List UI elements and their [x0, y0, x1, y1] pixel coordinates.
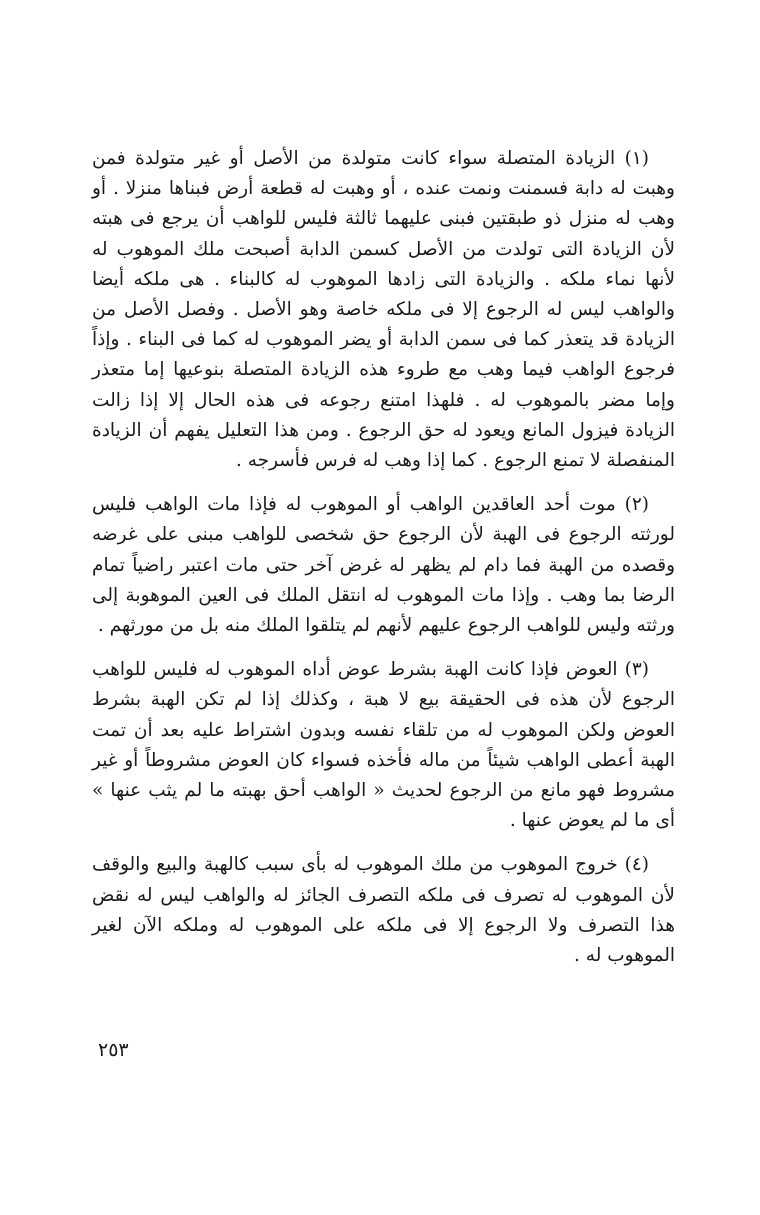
paragraph-2: (٢) موت أحد العاقدين الواهب أو الموهوب له فإذا مات الواهب فليس لورثته الرجوع فى الهبة لأن الرجوع حق شخصى للواهب مبنى على غرضه وقصده من الهبة فما دام لم يظهر له غرض آخر حتى مات اعتبر راضياً تمام الرضا بما وهب . وإذا مات الموهوب له انتقل الملك فى العين الموهوبة إلى ورثته وليس للواهب الرجوع عليهم لأنهم لم يتلقوا الملك منه بل من مورثهم .	[92, 494, 675, 637]
paragraph-4: (٤) خروج الموهوب من ملك الموهوب له بأى سبب كالهبة والبيع والوقف لأن الموهوب له تصرف فى ملكه التصرف الجائز له والواهب ليس له نقض هذا التصرف ولا الرجوع إلا فى ملكه على الموهوب له وملكه الآن لغير الموهوب له .	[92, 854, 675, 967]
paragraph-3: (٣) العوض فإذا كانت الهبة بشرط عوض أداه الموهوب له فليس للواهب الرجوع لأن هذه فى الحقيقة بيع لا هبة ، وكذلك إذا لم تكن الهبة بشرط العوض ولكن الموهوب له من تلقاء نفسه وبدون اشتراط عليه بعد أن تمت الهبة أعطى الواهب شيئاً من ماله فأخذه فسواء كان العوض مشروطاً أو غير مشروط فهو مانع من الرجوع لحديث « الواهب أحق بهبته ما لم يثب عنها » أى ما لم يعوض عنها .	[92, 659, 675, 832]
paragraph-1: (١) الزيادة المتصلة سواء كانت متولدة من الأصل أو غير متولدة فمن وهبت له دابة فسمنت ونمت عنده ، أو وهبت له قطعة أرض فبناها منزلا . أو وهب له منزل ذو طبقتين فبنى عليهما ثالثة فليس للواهب أن يرجع فى هبته لأن الزيادة التى تولدت من الأصل كسمن الدابة أصبحت ملك الموهوب له لأنها نماء ملكه . والزيادة التى زادها الموهوب له كالبناء . هى ملكه أيضا والواهب ليس له الرجوع إلا فى ملكه خاصة وهو الأصل . وفصل الأصل من الزيادة قد يتعذر كما فى سمن الدابة أو يضر الموهوب له كما فى البناء . وإذاً فرجوع الواهب فيما وهب مع طروء هذه الزيادة المتصلة بنوعيها إما متعذر وإما مضر بالموهوب له . فلهذا امتنع رجوعه فى هذه الحال إلا إذا زالت الزيادة فيزول المانع ويعود له حق الرجوع . ومن هذا التعليل يفهم أن الزيادة المنفصلة لا تمنع الرجوع . كما إذا وهب له فرس فأسرجه .	[92, 148, 675, 472]
page-body	[92, 144, 675, 971]
page-number: ٢٥٣	[98, 1039, 129, 1061]
